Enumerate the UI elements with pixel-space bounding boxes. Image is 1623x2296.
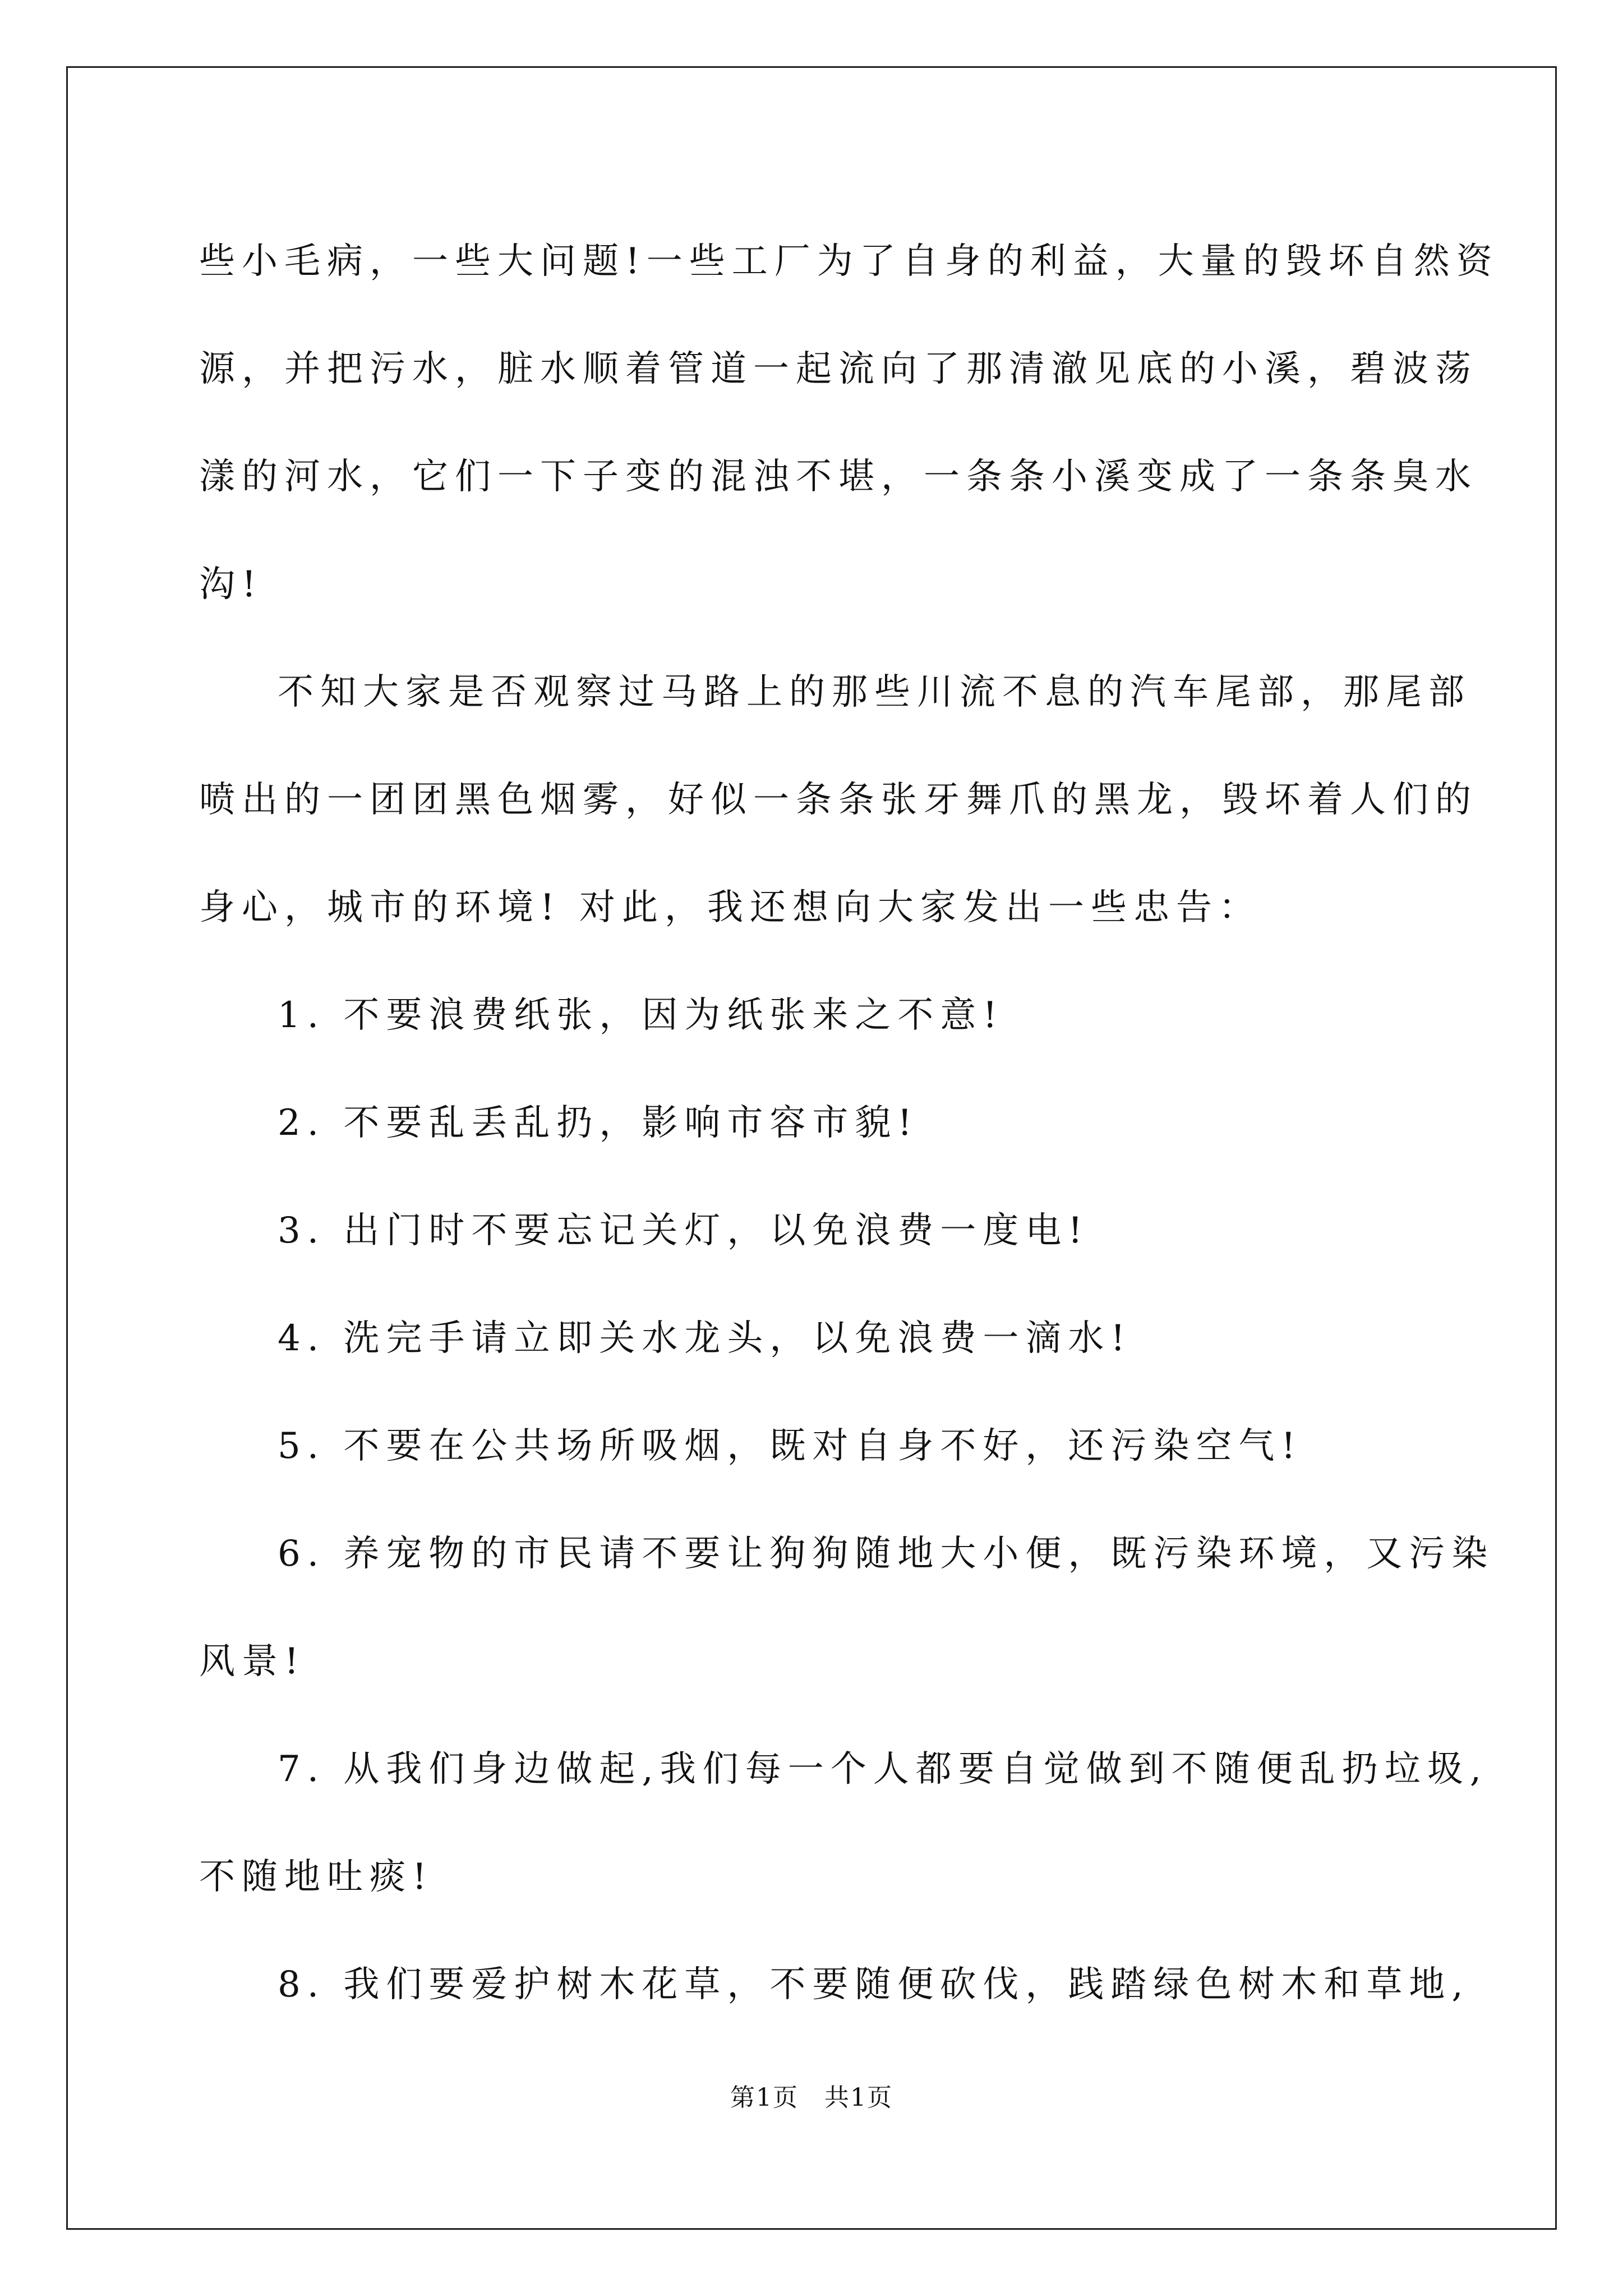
list-item: 5. 不要在公共场所吸烟，既对自身不好，还污染空气!	[278, 1425, 1303, 1467]
text-line: 身心，城市的环境! 对此，我还想向大家发出一些忠告：	[199, 887, 1262, 928]
text-line: 不知大家是否观察过马路上的那些川流不息的汽车尾部，那尾部	[278, 671, 1471, 713]
list-item: 2. 不要乱丢乱扔，影响市容市貌!	[278, 1102, 919, 1144]
text-line: 喷出的一团团黑色烟雾，好似一条条张牙舞爪的黑龙，毁坏着人们的	[199, 779, 1478, 821]
text-line: 源，并把污水，脏水顺着管道一起流向了那清澈见底的小溪，碧波荡	[199, 348, 1478, 390]
text-line: 不随地吐痰!	[199, 1856, 434, 1898]
document-body	[199, 208, 1499, 2039]
text-line: 些小毛病，一些大问题!一些工厂为了自身的利益，大量的毁坏自然资	[199, 241, 1499, 282]
list-item: 3. 出门时不要忘记关灯，以免浪费一度电!	[278, 1210, 1090, 1251]
list-item: 4. 洗完手请立即关水龙头，以免浪费一滴水!	[278, 1318, 1132, 1359]
list-item: 7. 从我们身边做起,我们每一个人都要自觉做到不随便乱扔垃圾,	[278, 1749, 1488, 1790]
page-footer: 第1页 共1页	[730, 2083, 893, 2112]
list-item: 8. 我们要爱护树木花草，不要随便砍伐，践踏绿色树木和草地,	[278, 1964, 1470, 2005]
list-item: 1. 不要浪费纸张，因为纸张来之不意!	[278, 995, 1004, 1036]
list-item: 6. 养宠物的市民请不要让狗狗随地大小便，既污染环境，又污染	[278, 1533, 1495, 1575]
text-line: 风景!	[199, 1641, 306, 1682]
text-line: 沟!	[199, 564, 263, 605]
text-line: 漾的河水，它们一下子变的混浊不堪，一条条小溪变成了一条条臭水	[199, 456, 1478, 498]
